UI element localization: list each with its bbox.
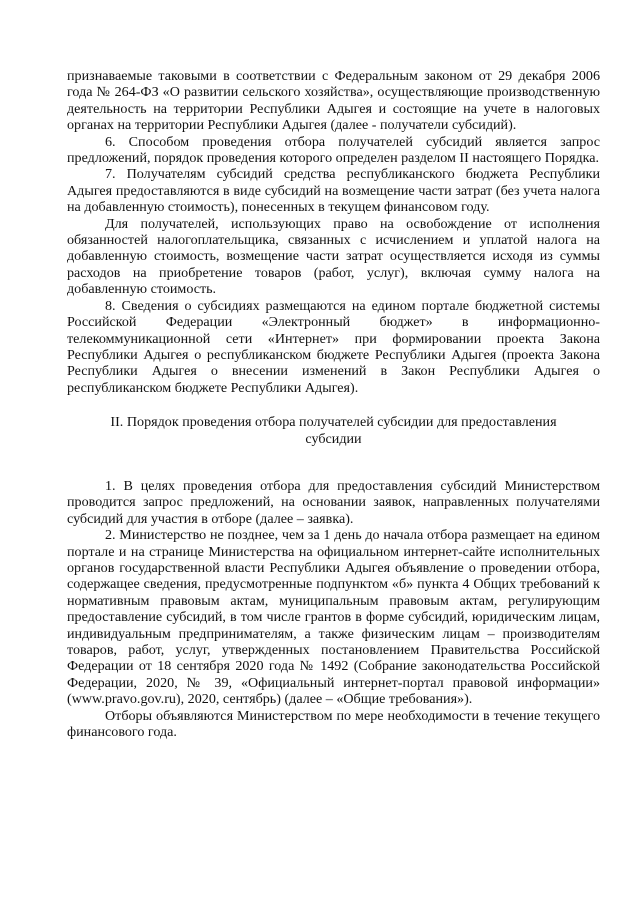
paragraph-item-6: 6. Способом проведения отбора получателей субсидий является запрос предложений, порядок проведения которого определен разделом II настоящего Порядка. (67, 133, 600, 167)
section-heading: II. Порядок проведения отбора получателей субсидии для предоставления субсидии (110, 414, 557, 447)
paragraph-item-7: 7. Получателям субсидий средства республиканского бюджета Республики Адыгея предоставляются в виде субсидий на возмещение части затрат (без учета налога на добавленную стоимость), понесенных в текущем финансовом году. (67, 166, 600, 216)
paragraph-selection-schedule: Отборы объявляются Министерством по мере необходимости в течение текущего финансового года. (67, 707, 600, 741)
paragraph-continuation: признаваемые таковыми в соответствии с Федеральным законом от 29 декабря 2006 года № 264-ФЗ «О развитии сельского хозяйства», осуществляющие производственную деятельность на территории Республики Адыгея и состоящие на учете в налоговых органах на территории Республики Адыгея (далее - получатели субсидий). (67, 68, 600, 134)
paragraph-section2-item-1: 1. В целях проведения отбора для предоставления субсидий Министерством проводится запрос предложений, на основании заявок, направленных получателями субсидий для участия в отборе (далее – заявка). (67, 477, 600, 527)
paragraph-item-8: 8. Сведения о субсидиях размещаются на едином портале бюджетной системы Российской Федерации «Электронный бюджет» в информационно-телекоммуникационной сети «Интернет» при формировании проекта Закона Республики Адыгея о республиканском бюджете Республики Адыгея (проекта Закона Республики Адыгея о внесении изменений в Закон Республики Адыгея о республиканском бюджете Республики Адыгея). (67, 297, 600, 396)
paragraph-section2-item-2: 2. Министерство не позднее, чем за 1 день до начала отбора размещает на едином портале и на странице Министерства на официальном интернет-сайте исполнительных органов государственной власти Республики Адыгея объявление о проведении отбора, содержащее сведения, предусмотренные подпунктом «б» пункта 4 Общих требований к нормативным правовым актам, муниципальным правовым актам, регулирующим предоставление субсидий, в том числе грантов в форме субсидий, юридическим лицам, индивидуальным предпринимателям, а также физическим лицам – производителям товаров, работ, услуг, утвержденных постановлением Правительства Российской Федерации от 18 сентября 2020 года № 1492 (Собрание законодательства Российской Федерации, 2020, № 39, «Официальный интернет-портал правовой информации» (www.pravo.gov.ru), 2020, сентябрь) (далее – «Общие требования»). (67, 527, 600, 708)
paragraph-vat-exemption: Для получателей, использующих право на освобождение от исполнения обязанностей налогоплательщика, связанных с исчислением и уплатой налога на добавленную стоимость, возмещение части затрат осуществляется исходя из суммы расходов на приобретение товаров (работ, услуг), включая сумму налога на добавленную стоимость. (67, 215, 600, 298)
document-page (67, 68, 600, 740)
